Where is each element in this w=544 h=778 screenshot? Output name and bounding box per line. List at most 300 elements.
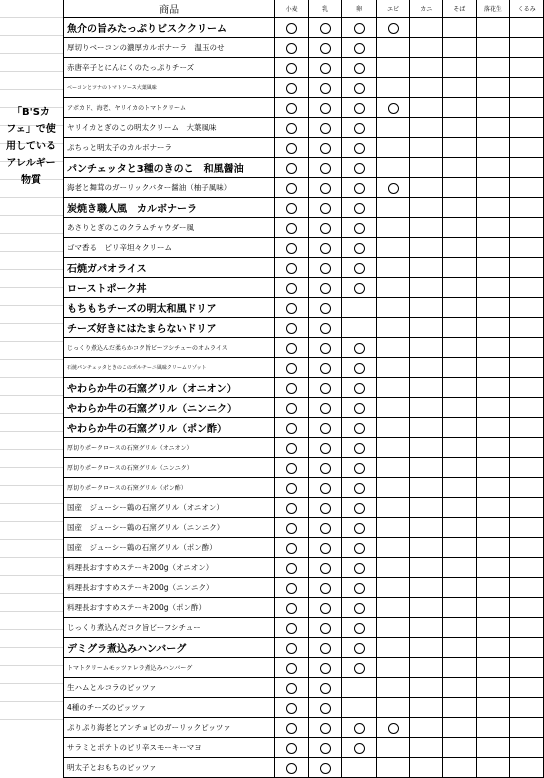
product-name-cell: デミグラ煮込みハンバーグ xyxy=(64,638,275,658)
contains-mark-icon xyxy=(286,223,297,234)
table-row xyxy=(64,198,544,218)
contains-mark-icon xyxy=(286,243,297,254)
allergen-cell-peanut xyxy=(476,298,510,318)
allergen-header-shrimp: エビ xyxy=(376,0,410,18)
contains-mark-icon xyxy=(286,123,297,134)
allergen-cell-shrimp xyxy=(376,658,410,678)
table-row xyxy=(64,258,544,278)
allergen-cell-buckwheat xyxy=(443,458,477,478)
product-name-cell: ぷりぷり海老とアンチョビのガーリックピッツァ xyxy=(64,718,275,738)
allergen-cell-egg xyxy=(342,298,377,318)
product-column-header: 商品 xyxy=(64,0,275,18)
allergen-cell-milk xyxy=(308,238,342,258)
side-label-line: 物質 xyxy=(21,175,41,186)
contains-mark-icon xyxy=(354,363,365,374)
contains-mark-icon xyxy=(320,203,331,214)
allergen-cell-walnut xyxy=(510,698,544,718)
contains-mark-icon xyxy=(354,463,365,474)
allergen-cell-peanut xyxy=(476,558,510,578)
allergen-cell-buckwheat xyxy=(443,698,477,718)
product-name-cell: 明太子とおもちのピッツァ xyxy=(64,758,275,778)
table-row xyxy=(64,158,544,178)
allergen-cell-peanut xyxy=(476,218,510,238)
allergen-cell-shrimp xyxy=(376,478,410,498)
contains-mark-icon xyxy=(286,383,297,394)
table-row xyxy=(64,438,544,458)
contains-mark-icon xyxy=(320,463,331,474)
contains-mark-icon xyxy=(320,223,331,234)
contains-mark-icon xyxy=(354,203,365,214)
allergen-cell-milk xyxy=(308,378,342,398)
allergen-cell-shrimp xyxy=(376,458,410,478)
contains-mark-icon xyxy=(286,763,297,774)
allergen-cell-shrimp xyxy=(376,418,410,438)
allergen-cell-walnut xyxy=(510,518,544,538)
allergen-cell-wheat xyxy=(275,598,309,618)
table-row xyxy=(64,38,544,58)
allergen-cell-egg xyxy=(342,198,377,218)
product-name-cell: 石焼ガパオライス xyxy=(64,258,275,278)
allergen-cell-buckwheat xyxy=(443,478,477,498)
allergen-cell-egg xyxy=(342,18,377,38)
allergen-cell-buckwheat xyxy=(443,18,477,38)
contains-mark-icon xyxy=(320,263,331,274)
contains-mark-icon xyxy=(320,43,331,54)
contains-mark-icon xyxy=(286,643,297,654)
allergen-cell-milk xyxy=(308,658,342,678)
allergen-cell-buckwheat xyxy=(443,358,477,378)
contains-mark-icon xyxy=(388,103,399,114)
allergen-header-peanut: 落花生 xyxy=(476,0,510,18)
gridline xyxy=(0,341,64,342)
product-name-cell: 料理長おすすめステーキ200g（ニンニク） xyxy=(64,578,275,598)
gridline xyxy=(0,485,64,486)
contains-mark-icon xyxy=(354,663,365,674)
table-row xyxy=(64,378,544,398)
allergen-cell-walnut xyxy=(510,618,544,638)
allergen-cell-wheat xyxy=(275,518,309,538)
allergen-cell-milk xyxy=(308,578,342,598)
contains-mark-icon xyxy=(286,163,297,174)
contains-mark-icon xyxy=(320,243,331,254)
allergen-cell-walnut xyxy=(510,378,544,398)
allergen-cell-buckwheat xyxy=(443,498,477,518)
contains-mark-icon xyxy=(354,83,365,94)
gridline xyxy=(0,215,64,216)
allergen-cell-egg xyxy=(342,538,377,558)
allergen-cell-shrimp xyxy=(376,498,410,518)
allergen-cell-shrimp xyxy=(376,198,410,218)
product-name-cell: トマトクリームモッツァレラ煮込みハンバーグ xyxy=(64,658,275,678)
contains-mark-icon xyxy=(354,623,365,634)
allergen-cell-milk xyxy=(308,118,342,138)
allergen-cell-peanut xyxy=(476,518,510,538)
allergen-cell-wheat xyxy=(275,478,309,498)
allergen-cell-shrimp xyxy=(376,18,410,38)
allergen-cell-shrimp xyxy=(376,538,410,558)
gridline xyxy=(0,251,64,252)
contains-mark-icon xyxy=(286,483,297,494)
gridline xyxy=(0,467,64,468)
table-row xyxy=(64,678,544,698)
allergen-cell-crab xyxy=(410,318,443,338)
allergen-cell-milk xyxy=(308,738,342,758)
allergen-cell-peanut xyxy=(476,458,510,478)
gridline xyxy=(0,287,64,288)
contains-mark-icon xyxy=(320,723,331,734)
allergen-cell-shrimp xyxy=(376,678,410,698)
allergen-cell-peanut xyxy=(476,338,510,358)
allergen-cell-egg xyxy=(342,578,377,598)
product-name-cell: 厚切りポークロースの石窯グリル（オニオン） xyxy=(64,438,275,458)
side-label-line: 「B'Sカ xyxy=(12,107,50,118)
allergen-cell-walnut xyxy=(510,738,544,758)
allergen-cell-crab xyxy=(410,78,443,98)
table-row xyxy=(64,78,544,98)
contains-mark-icon xyxy=(286,143,297,154)
gridline xyxy=(0,521,64,522)
contains-mark-icon xyxy=(354,503,365,514)
allergen-cell-crab xyxy=(410,418,443,438)
allergen-header-crab: カニ xyxy=(410,0,443,18)
allergen-cell-egg xyxy=(342,158,377,178)
allergen-cell-crab xyxy=(410,258,443,278)
allergen-cell-egg xyxy=(342,498,377,518)
side-label-line: アレルギー xyxy=(6,158,56,169)
contains-mark-icon xyxy=(286,263,297,274)
allergen-cell-peanut xyxy=(476,18,510,38)
allergen-cell-peanut xyxy=(476,738,510,758)
contains-mark-icon xyxy=(388,23,399,34)
allergen-cell-peanut xyxy=(476,278,510,298)
allergen-cell-egg xyxy=(342,38,377,58)
allergen-cell-crab xyxy=(410,378,443,398)
allergen-cell-crab xyxy=(410,98,443,118)
product-name-cell: アボカド、海老、ヤリイカのトマトクリーム xyxy=(64,98,275,118)
allergen-cell-buckwheat xyxy=(443,338,477,358)
contains-mark-icon xyxy=(286,603,297,614)
allergen-cell-walnut xyxy=(510,658,544,678)
product-name-cell: やわらか牛の石窯グリル（オニオン） xyxy=(64,378,275,398)
allergen-cell-peanut xyxy=(476,758,510,778)
contains-mark-icon xyxy=(354,383,365,394)
product-name-cell: じっくり煮込んだ柔らかコク旨ビーフシチューのオムライス xyxy=(64,338,275,358)
allergen-cell-walnut xyxy=(510,38,544,58)
allergen-cell-buckwheat xyxy=(443,198,477,218)
contains-mark-icon xyxy=(286,723,297,734)
allergen-cell-peanut xyxy=(476,198,510,218)
allergen-cell-crab xyxy=(410,218,443,238)
allergen-cell-buckwheat xyxy=(443,78,477,98)
contains-mark-icon xyxy=(286,323,297,334)
contains-mark-icon xyxy=(320,443,331,454)
side-label-line: フェ」で使 xyxy=(6,124,56,135)
allergen-cell-shrimp xyxy=(376,598,410,618)
allergen-cell-wheat xyxy=(275,698,309,718)
allergen-cell-buckwheat xyxy=(443,278,477,298)
allergen-cell-crab xyxy=(410,558,443,578)
allergen-cell-shrimp xyxy=(376,218,410,238)
allergen-cell-milk xyxy=(308,638,342,658)
allergen-cell-walnut xyxy=(510,78,544,98)
table-row xyxy=(64,698,544,718)
allergen-cell-wheat xyxy=(275,578,309,598)
contains-mark-icon xyxy=(320,523,331,534)
gridline xyxy=(0,323,64,324)
product-name-cell: ヤリイカとぎのこの明太クリーム 大葉風味 xyxy=(64,118,275,138)
contains-mark-icon xyxy=(286,423,297,434)
allergen-cell-milk xyxy=(308,298,342,318)
allergen-cell-egg xyxy=(342,378,377,398)
allergen-cell-buckwheat xyxy=(443,138,477,158)
product-name-cell: 生ハムとルコラのピッツァ xyxy=(64,678,275,698)
allergen-cell-buckwheat xyxy=(443,618,477,638)
contains-mark-icon xyxy=(354,403,365,414)
allergen-cell-buckwheat xyxy=(443,398,477,418)
allergen-cell-crab xyxy=(410,38,443,58)
table-row xyxy=(64,598,544,618)
allergen-cell-egg xyxy=(342,658,377,678)
product-name-cell: チーズ好きにはたまらないドリア xyxy=(64,318,275,338)
allergen-cell-buckwheat xyxy=(443,758,477,778)
allergen-cell-crab xyxy=(410,738,443,758)
table-row xyxy=(64,518,544,538)
allergen-cell-peanut xyxy=(476,78,510,98)
allergen-cell-crab xyxy=(410,138,443,158)
contains-mark-icon xyxy=(286,523,297,534)
allergen-cell-egg xyxy=(342,138,377,158)
allergen-cell-milk xyxy=(308,358,342,378)
allergen-cell-egg xyxy=(342,178,377,198)
allergen-cell-wheat xyxy=(275,438,309,458)
contains-mark-icon xyxy=(320,303,331,314)
allergen-cell-egg xyxy=(342,278,377,298)
allergen-cell-shrimp xyxy=(376,278,410,298)
allergen-cell-egg xyxy=(342,98,377,118)
allergen-cell-crab xyxy=(410,478,443,498)
allergen-cell-egg xyxy=(342,438,377,458)
allergen-cell-shrimp xyxy=(376,438,410,458)
allergen-cell-milk xyxy=(308,478,342,498)
contains-mark-icon xyxy=(354,423,365,434)
allergen-cell-buckwheat xyxy=(443,518,477,538)
contains-mark-icon xyxy=(354,743,365,754)
allergen-cell-milk xyxy=(308,498,342,518)
allergen-cell-shrimp xyxy=(376,158,410,178)
allergen-cell-walnut xyxy=(510,318,544,338)
allergen-cell-peanut xyxy=(476,378,510,398)
gridline xyxy=(0,233,64,234)
allergen-cell-shrimp xyxy=(376,38,410,58)
contains-mark-icon xyxy=(320,403,331,414)
allergen-cell-wheat xyxy=(275,218,309,238)
allergen-cell-crab xyxy=(410,58,443,78)
allergen-cell-buckwheat xyxy=(443,38,477,58)
allergen-header-buckwheat: そば xyxy=(443,0,477,18)
allergen-cell-walnut xyxy=(510,498,544,518)
table-row xyxy=(64,738,544,758)
contains-mark-icon xyxy=(354,243,365,254)
allergen-table xyxy=(63,0,544,778)
table-row xyxy=(64,498,544,518)
allergen-cell-walnut xyxy=(510,278,544,298)
table-row xyxy=(64,478,544,498)
contains-mark-icon xyxy=(286,103,297,114)
allergen-cell-buckwheat xyxy=(443,718,477,738)
allergen-cell-milk xyxy=(308,338,342,358)
product-name-cell: パンチェッタと3種のきのこ 和風醤油 xyxy=(64,158,275,178)
allergen-cell-shrimp xyxy=(376,358,410,378)
gridline xyxy=(0,359,64,360)
gridline xyxy=(0,719,64,720)
contains-mark-icon xyxy=(354,723,365,734)
contains-mark-icon xyxy=(286,443,297,454)
contains-mark-icon xyxy=(286,403,297,414)
allergen-cell-egg xyxy=(342,258,377,278)
allergen-cell-milk xyxy=(308,318,342,338)
allergen-cell-shrimp xyxy=(376,58,410,78)
allergen-cell-egg xyxy=(342,518,377,538)
allergen-cell-milk xyxy=(308,18,342,38)
allergen-cell-walnut xyxy=(510,758,544,778)
table-row xyxy=(64,758,544,778)
allergen-cell-peanut xyxy=(476,718,510,738)
allergen-cell-wheat xyxy=(275,638,309,658)
product-name-cell: ぷちっと明太子のカルボナーラ xyxy=(64,138,275,158)
allergen-cell-walnut xyxy=(510,98,544,118)
gridline xyxy=(0,611,64,612)
allergen-cell-wheat xyxy=(275,338,309,358)
allergen-cell-peanut xyxy=(476,118,510,138)
allergen-cell-crab xyxy=(410,18,443,38)
product-name-cell: ベーコンとツナのトマトソース大葉風味 xyxy=(64,78,275,98)
allergen-cell-wheat xyxy=(275,278,309,298)
allergen-cell-buckwheat xyxy=(443,118,477,138)
allergen-cell-wheat xyxy=(275,718,309,738)
allergen-cell-peanut xyxy=(476,238,510,258)
table-row xyxy=(64,118,544,138)
allergen-cell-milk xyxy=(308,698,342,718)
allergen-cell-peanut xyxy=(476,318,510,338)
product-name-cell: じっくり煮込んだコク旨ビーフシチュー xyxy=(64,618,275,638)
contains-mark-icon xyxy=(286,23,297,34)
allergen-cell-shrimp xyxy=(376,78,410,98)
allergen-cell-wheat xyxy=(275,58,309,78)
table-row xyxy=(64,138,544,158)
allergen-cell-milk xyxy=(308,758,342,778)
contains-mark-icon xyxy=(320,323,331,334)
contains-mark-icon xyxy=(388,723,399,734)
contains-mark-icon xyxy=(354,223,365,234)
allergen-cell-milk xyxy=(308,618,342,638)
contains-mark-icon xyxy=(286,563,297,574)
allergen-cell-walnut xyxy=(510,538,544,558)
allergen-cell-milk xyxy=(308,38,342,58)
allergen-cell-egg xyxy=(342,638,377,658)
allergen-cell-egg xyxy=(342,758,377,778)
allergen-cell-milk xyxy=(308,138,342,158)
allergen-cell-milk xyxy=(308,398,342,418)
contains-mark-icon xyxy=(286,283,297,294)
contains-mark-icon xyxy=(286,743,297,754)
table-row xyxy=(64,538,544,558)
contains-mark-icon xyxy=(320,23,331,34)
table-row xyxy=(64,358,544,378)
table-row xyxy=(64,718,544,738)
product-name-cell: 国産 ジューシー鶏の石窯グリル（ニンニク） xyxy=(64,518,275,538)
allergen-cell-shrimp xyxy=(376,98,410,118)
allergen-header-wheat: 小麦 xyxy=(275,0,309,18)
allergen-cell-shrimp xyxy=(376,178,410,198)
contains-mark-icon xyxy=(286,83,297,94)
contains-mark-icon xyxy=(286,463,297,474)
allergen-cell-wheat xyxy=(275,178,309,198)
allergen-cell-wheat xyxy=(275,358,309,378)
contains-mark-icon xyxy=(354,643,365,654)
allergen-cell-buckwheat xyxy=(443,578,477,598)
allergen-cell-wheat xyxy=(275,418,309,438)
allergen-cell-peanut xyxy=(476,178,510,198)
contains-mark-icon xyxy=(286,363,297,374)
contains-mark-icon xyxy=(286,683,297,694)
allergen-cell-peanut xyxy=(476,498,510,518)
allergen-cell-buckwheat xyxy=(443,178,477,198)
allergen-cell-walnut xyxy=(510,218,544,238)
gridline xyxy=(0,53,64,54)
allergen-cell-peanut xyxy=(476,578,510,598)
allergen-cell-crab xyxy=(410,398,443,418)
allergen-cell-peanut xyxy=(476,98,510,118)
allergen-cell-peanut xyxy=(476,678,510,698)
product-name-cell: あさりとぎのこのクラムチャウダー風 xyxy=(64,218,275,238)
contains-mark-icon xyxy=(320,363,331,374)
allergen-cell-crab xyxy=(410,678,443,698)
allergen-header-egg: 卵 xyxy=(342,0,377,18)
allergen-cell-milk xyxy=(308,538,342,558)
table-row xyxy=(64,658,544,678)
allergen-cell-wheat xyxy=(275,258,309,278)
allergen-cell-buckwheat xyxy=(443,258,477,278)
allergen-cell-walnut xyxy=(510,118,544,138)
table-row xyxy=(64,98,544,118)
allergen-cell-milk xyxy=(308,598,342,618)
allergen-cell-buckwheat xyxy=(443,438,477,458)
allergen-cell-buckwheat xyxy=(443,738,477,758)
allergen-cell-wheat xyxy=(275,498,309,518)
allergen-cell-wheat xyxy=(275,198,309,218)
allergen-cell-buckwheat xyxy=(443,298,477,318)
allergen-cell-peanut xyxy=(476,478,510,498)
allergen-cell-milk xyxy=(308,518,342,538)
allergen-cell-shrimp xyxy=(376,738,410,758)
allergen-cell-milk xyxy=(308,258,342,278)
allergen-cell-egg xyxy=(342,678,377,698)
allergen-cell-shrimp xyxy=(376,338,410,358)
allergen-cell-buckwheat xyxy=(443,678,477,698)
contains-mark-icon xyxy=(320,163,331,174)
allergen-cell-crab xyxy=(410,158,443,178)
allergen-cell-crab xyxy=(410,578,443,598)
product-name-cell: 国産 ジューシー鶏の石窯グリル（ポン酢） xyxy=(64,538,275,558)
allergen-cell-wheat xyxy=(275,558,309,578)
allergen-cell-buckwheat xyxy=(443,98,477,118)
allergen-cell-crab xyxy=(410,518,443,538)
allergen-cell-shrimp xyxy=(376,558,410,578)
gridline xyxy=(0,557,64,558)
allergen-cell-peanut xyxy=(476,158,510,178)
allergen-cell-walnut xyxy=(510,138,544,158)
contains-mark-icon xyxy=(320,763,331,774)
